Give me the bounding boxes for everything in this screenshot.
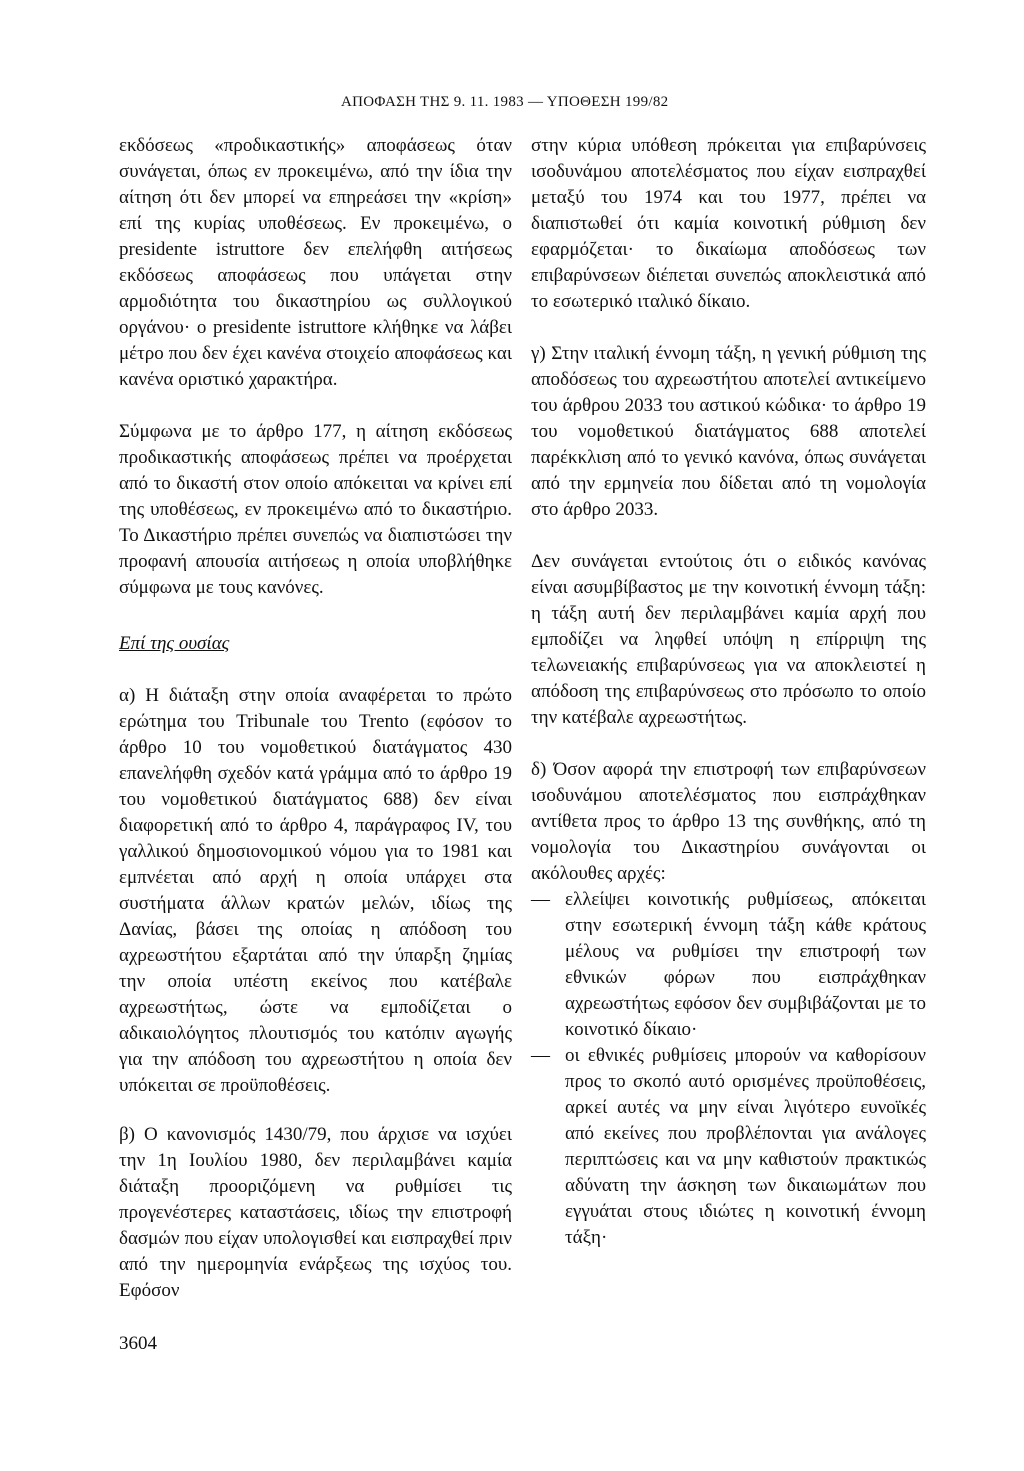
left-paragraph-2: Σύμφωνα με το άρθρο 177, η αίτηση εκδόσεως προδικαστικής αποφάσεως πρέπει να προέρχεται από το δικαστή στον οποίο απόκειται να κρίνει επί της υποθέσεως, εν προκειμένω από το δικαστήριο. Το Δικαστήριο πρέπει συνεπώς να διαπιστώσει την προφανή απουσία αιτήσεως η οποία υποβλήθηκε σύμφωνα με τους κανόνες. [119,421,512,598]
dash-mark: — [531,1045,550,1066]
right-column [531,133,926,1251]
left-paragraph-a: α) Η διάταξη στην οποία αναφέρεται το πρώτο ερώτημα του Tribunale του Trento (εφόσον το άρθρο 10 του νομοθετικού διατάγματος 430 επανελήφθη σχεδόν κατά γράμμα από το άρθρο 19 του νομοθετικού διατάγματος 688) δεν είναι διαφορετική από το άρθρο 4, παράγραφος IV, του γαλλικού δημοσιονομικού νόμου για το 1981 και εμπνέεται από αρχή η οποία υπάρχει στα συστήματα άλλων κρατών μελών, ιδίως της Δανίας, βάσει της οποίας η απόδοση του αχρεωστήτου εξαρτάται από την ύπαρξη ζημίας την οποία υπέστη εκείνος που κατέβαλε αχρεωστήτως, ώστε να εμποδίζεται ο αδικαιολόγητος πλουτισμός του κατόπιν αγωγής για την απόδοση του αχρεωστήτου η οποία δεν υπόκειται σε προϋποθέσεις. [119,685,512,1096]
right-paragraph-1: στην κύρια υπόθεση πρόκειται για επιβαρύνσεις ισοδυνάμου αποτελέσματος που είχαν εισπραχθεί μεταξύ του 1974 και του 1977, πρέπει να διαπιστωθεί ότι καμία κοινοτική ρύθμιση δεν εφαρμόζεται· το δικαίωμα αποδόσεως των επιβαρύνσεων διέπεται συνεπώς αποκλειστικά από το εσωτερικό ιταλικό δίκαιο. [531,135,926,312]
page-number: 3604 [119,1333,157,1354]
dash-list-item [531,887,926,1043]
right-paragraph-c: γ) Στην ιταλική έννομη τάξη, η γενική ρύθμιση της αποδόσεως του αχρεωστήτου αποτελεί αντικείμενο του άρθρου 2033 του αστικού κώδικα· το άρθρο 19 του νομοθετικού διατάγματος 688 αποτελεί παρέκκλιση από το γενικό κανόνα, όπως συνάγεται από την ερμηνεία που δίδεται από τη νομολογία στο άρθρο 2033. [531,343,926,520]
running-header: ΑΠΟΦΑΣΗ ΤΗΣ 9. 11. 1983 — ΥΠΟΘΕΣΗ 199/82 [341,94,669,110]
dash-item-text-2: οι εθνικές ρυθμίσεις μπορούν να καθορίσουν προς το σκοπό αυτό ορισμένες προϋποθέσεις, αρκεί αυτές να μην είναι λιγότερο ευνοϊκές από εκείνες που προβλέπονται για ανάλογες περιπτώσεις και να μην καθιστούν πρακτικώς αδύνατη την άσκηση των δικαιωμάτων που εγγυάται στους ιδιώτες η κοινοτική έννομη τάξη· [565,1045,926,1248]
left-paragraph-b: β) Ο κανονισμός 1430/79, που άρχισε να ισχύει την 1η Ιουλίου 1980, δεν περιλαμβάνει καμία διάταξη προοριζόμενη να ρυθμίσει τις προγενέστερες καταστάσεις, ιδίως την επιστροφή δασμών που είχαν υπολογισθεί και εισπραχθεί πριν από την ημερομηνία ενάρξεως της ισχύος του. Εφόσον [119,1124,512,1301]
dash-item-text-1: ελλείψει κοινοτικής ρυθμίσεως, απόκειται στην εσωτερική έννομη τάξη κάθε κράτους μέλους να ρυθμίσει την επιστροφή των εθνικών φόρων που εισπράχθηκαν αχρεωστήτως εφόσον δεν συμβιβάζονται με το κοινοτικό δίκαιο· [565,889,926,1040]
right-paragraph-3: Δεν συνάγεται εντούτοις ότι ο ειδικός κανόνας είναι ασυμβίβαστος με την κοινοτική έννομη τάξη: η τάξη αυτή δεν περιλαμβάνει καμία αρχή που εμποδίζει να ληφθεί υπόψη η επίρριψη της τελωνειακής επιβαρύνσεως για να αποκλειστεί η απόδοση της επιβαρύνσεως στο πρόσωπο το οποίο την κατέβαλε αχρεωστήτως. [531,551,926,728]
left-column [119,133,512,1304]
right-paragraph-d: δ) Όσον αφορά την επιστροφή των επιβαρύνσεων ισοδυνάμου αποτελέσματος που εισπράχθηκαν αντίθετα προς το άρθρο 13 της συνθήκης, από τη νομολογία του Δικαστηρίου συνάγονται οι ακόλουθες αρχές: [531,759,926,884]
dash-mark: — [531,889,550,910]
section-heading: Επί της ουσίας [119,633,230,654]
dash-list-item [531,1043,926,1251]
left-paragraph-1: εκδόσεως «προδικαστικής» αποφάσεως όταν συνάγεται, όπως εν προκειμένω, από την ίδια την αίτηση ότι δεν μπορεί να επηρεάσει την «κρίση» επί της κυρίας υποθέσεως. Εν προκειμένω, ο presidente istruttore δεν επελήφθη αιτήσεως εκδόσεως αποφάσεως που υπάγεται στην αρμοδιότητα του δικαστηρίου ως συλλογικού οργάνου· ο presidente istruttore κλήθηκε να λάβει μέτρο που δεν έχει κανένα στοιχείο αποφάσεως και κανένα οριστικό χαρακτήρα. [119,135,512,390]
